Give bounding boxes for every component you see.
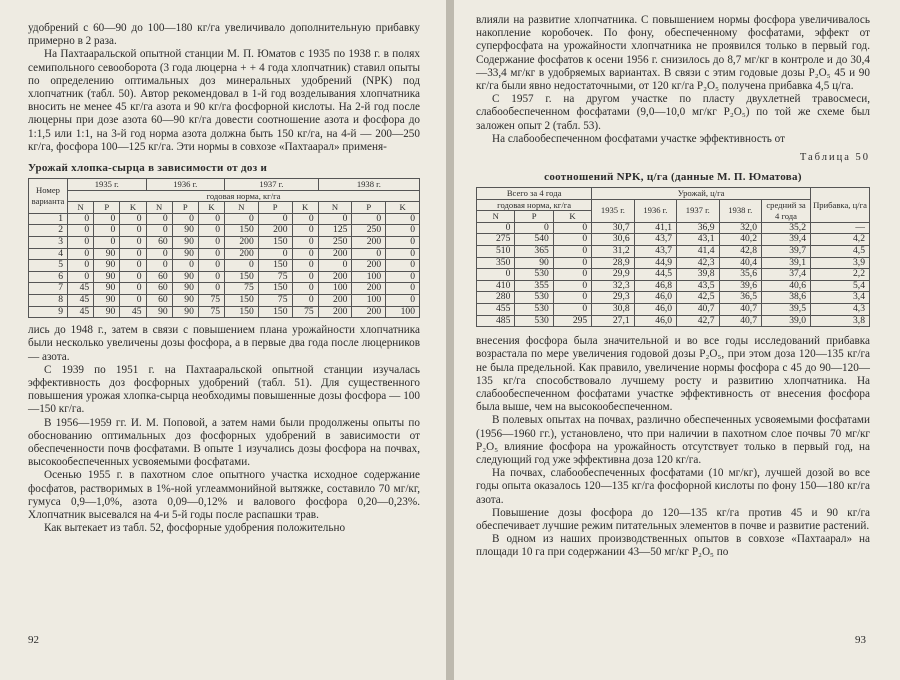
table-cell: 0 <box>94 213 120 225</box>
table-cell: 410 <box>477 280 515 292</box>
table-row <box>29 271 420 283</box>
table-cell: 200 <box>318 306 352 318</box>
page-number: 92 <box>28 634 39 646</box>
table-cell: 0 <box>352 248 386 260</box>
table-cell: 60 <box>146 271 172 283</box>
table-cell: 0 <box>198 248 224 260</box>
table-cell: 39,7 <box>762 246 811 258</box>
table-cell: 0 <box>120 225 146 237</box>
year-header: 1937 г. <box>225 179 319 191</box>
left-text-top <box>28 22 420 154</box>
table-row <box>29 225 420 237</box>
table-cell: 530 <box>515 292 553 304</box>
table-cell: 32,3 <box>592 280 634 292</box>
table-cell: 0 <box>68 213 94 225</box>
table-cell: 0 <box>386 225 420 237</box>
table-cell: 32,0 <box>719 222 761 234</box>
npk-header: K <box>386 202 420 214</box>
table-cell: 90 <box>94 294 120 306</box>
table-cell: 0 <box>198 225 224 237</box>
table-cell: 90 <box>94 283 120 295</box>
paragraph: На слабообеспеченном фосфатами участке эффективность от <box>492 132 785 145</box>
table-cell: 6 <box>29 271 68 283</box>
table-row <box>477 280 870 292</box>
table-row <box>477 234 870 246</box>
table-cell: 455 <box>477 303 515 315</box>
table-cell: 275 <box>477 234 515 246</box>
table-cell: 200 <box>318 271 352 283</box>
left-text-bottom <box>28 324 420 535</box>
year-header: 1936 г. <box>634 199 676 222</box>
table-cell: 75 <box>225 283 259 295</box>
table-cell: 46,0 <box>634 292 676 304</box>
norm-subheader: годовая норма, кг/га <box>477 199 592 211</box>
table-cell: 0 <box>292 237 318 249</box>
right-table-caption: соотношений NPK, ц/га (данные М. П. Юматова) <box>544 171 802 184</box>
table-cell: 5 <box>29 260 68 272</box>
table-cell: 60 <box>146 294 172 306</box>
table-cell: 43,5 <box>677 280 719 292</box>
table-cell: 0 <box>120 248 146 260</box>
table-cell: 8 <box>29 294 68 306</box>
table-cell: 39,8 <box>677 269 719 281</box>
paragraph: На почвах, слабообеспеченных фосфатами (10 мг/кг), лучшей дозой во все годы опыта оказалось 120—135 кг/га фосфорной кислоты по фону 150—180 кг/га азота. <box>476 467 870 506</box>
paragraph: В 1956—1959 гг. И. М. Поповой, а затем нами были продолжены опыты по обоснованию оптимальных доз фосфорных удобрений в зависимости от обеспеченности почв фосфатами. В опыте 1 изучались дозы фосфора на почвах, высокообеспеченных усвояемыми фосфатами. <box>28 416 420 469</box>
table-cell: 0 <box>120 294 146 306</box>
table-cell: 44,9 <box>634 257 676 269</box>
table-cell: 0 <box>553 246 591 258</box>
table-cell: 41,4 <box>677 246 719 258</box>
table-cell: 46,0 <box>634 303 676 315</box>
paragraph: внесения фосфора была значительной и во все годы исследований прибавка возрастала по мере увеличения годовой дозы P₂O₅, при этом доза 120—135 кг/га не была предельной. Как правило, увеличение нормы фосфора с 45 до 90—120—135 кг/га способствовало лучшему росту и развитию хлопчатника. На слабообеспеченном фосфатами участке эффективность от внесения фосфора была выше, чем на высокообеспеченном. <box>476 335 870 414</box>
year-header: 1936 г. <box>146 179 225 191</box>
table-cell: 150 <box>225 225 259 237</box>
table-cell: 0 <box>292 213 318 225</box>
table-cell: 39,6 <box>719 280 761 292</box>
table-cell: 4,5 <box>811 246 870 258</box>
right-page <box>454 0 900 680</box>
right-text-top <box>476 14 870 146</box>
table-cell: 0 <box>553 292 591 304</box>
table-cell: 9 <box>29 306 68 318</box>
table-cell: 30,8 <box>592 303 634 315</box>
table-cell: 90 <box>94 271 120 283</box>
table-cell: 150 <box>225 306 259 318</box>
npk-header: P <box>515 211 553 223</box>
table-cell: 125 <box>318 225 352 237</box>
table-cell: 3,9 <box>811 257 870 269</box>
table-cell: 42,8 <box>719 246 761 258</box>
yield-header: Урожай, ц/га <box>592 188 811 200</box>
table-cell: 2,2 <box>811 269 870 281</box>
table-cell: 37,4 <box>762 269 811 281</box>
table-cell: 100 <box>318 283 352 295</box>
table-cell: 0 <box>553 234 591 246</box>
gain-header: Прибавка, ц/га <box>811 188 870 223</box>
table-cell: 0 <box>515 222 553 234</box>
yield-table-left <box>28 178 420 318</box>
table-cell: 365 <box>515 246 553 258</box>
table-cell: 90 <box>172 248 198 260</box>
table-cell: 46,0 <box>634 315 676 327</box>
table-cell: 75 <box>258 294 292 306</box>
table-cell: 200 <box>225 237 259 249</box>
table-cell: 0 <box>386 248 420 260</box>
table-cell: 250 <box>318 237 352 249</box>
table-cell: 90 <box>172 271 198 283</box>
table-cell: 90 <box>172 225 198 237</box>
year-header: 1935 г. <box>592 199 634 222</box>
table-cell: 45 <box>68 294 94 306</box>
table-cell: 43,7 <box>634 234 676 246</box>
table-cell: 0 <box>120 283 146 295</box>
table-cell: 0 <box>477 222 515 234</box>
variant-header: Номер варианта <box>29 179 68 214</box>
table-cell: 200 <box>318 248 352 260</box>
table-row <box>477 246 870 258</box>
year-header: средний за 4 года <box>762 199 811 222</box>
table-cell: 3,4 <box>811 292 870 304</box>
table-cell: 35,6 <box>719 269 761 281</box>
table-cell: 35,2 <box>762 222 811 234</box>
yield-table-right <box>476 187 870 327</box>
table-cell: 0 <box>146 260 172 272</box>
table-cell: 45 <box>120 306 146 318</box>
table-cell: 0 <box>120 237 146 249</box>
table-cell: 0 <box>292 294 318 306</box>
table-row <box>29 248 420 260</box>
table-cell: 0 <box>553 269 591 281</box>
table-cell: 4 <box>29 248 68 260</box>
table-cell: 0 <box>386 260 420 272</box>
table-cell: 0 <box>120 271 146 283</box>
total-header: Всего за 4 года <box>477 188 592 200</box>
table-cell: 350 <box>477 257 515 269</box>
table-cell: 510 <box>477 246 515 258</box>
table-cell: 100 <box>352 271 386 283</box>
table-cell: 90 <box>172 306 198 318</box>
table-cell: 44,5 <box>634 269 676 281</box>
table-cell: 150 <box>225 294 259 306</box>
table-cell: 0 <box>553 257 591 269</box>
table-number: Таблица 50 <box>799 152 870 164</box>
table-cell: 4,2 <box>811 234 870 246</box>
table-cell: 0 <box>198 260 224 272</box>
table-cell: 530 <box>515 303 553 315</box>
table-cell: 27,1 <box>592 315 634 327</box>
table-cell: 530 <box>515 315 553 327</box>
table-cell: 0 <box>292 283 318 295</box>
table-cell: 0 <box>68 260 94 272</box>
table-cell: 0 <box>477 269 515 281</box>
table-cell: 90 <box>94 248 120 260</box>
table-cell: 0 <box>146 213 172 225</box>
table-cell: 0 <box>386 213 420 225</box>
table-row <box>29 213 420 225</box>
table-cell: 42,7 <box>677 315 719 327</box>
paragraph: В полевых опытах на почвах, различно обеспеченных усвояемыми фосфатами (1956—1960 гг.), установлено, что при наличии в пахотном слое почвы 70 мг/кг P₂O₅ влияние фосфора на урожайность отсутствует только в первый год, на следующий год уже эффективна доза 120 кг/га. <box>476 414 870 466</box>
table-cell: 0 <box>68 237 94 249</box>
table-cell: 200 <box>352 283 386 295</box>
table-cell: 45 <box>68 306 94 318</box>
table-cell: 75 <box>292 306 318 318</box>
table-cell: 60 <box>146 237 172 249</box>
table-cell: 90 <box>515 257 553 269</box>
table-cell: 43,7 <box>634 246 676 258</box>
table-cell: 41,1 <box>634 222 676 234</box>
year-header: 1938 г. <box>719 199 761 222</box>
table-cell: 39,5 <box>762 303 811 315</box>
table-cell: 75 <box>198 294 224 306</box>
table-cell: 250 <box>352 225 386 237</box>
table-cell: 42,5 <box>677 292 719 304</box>
table-cell: — <box>811 222 870 234</box>
table-cell: 0 <box>68 225 94 237</box>
paragraph: На Пахтааральской опытной станции М. П. Юматов с 1935 по 1938 г. в полях семипольного севооборота (3 года люцерна + + 4 года хлопчатник) ставил опыты по определению оптимальных доз минеральных удобрений (NPK) под хлопчатник (табл. 50). Автор рекомендовал в 1-й год возделывания хлопчатника вносить не менее 45 кг/га азота и 90 кг/га фосфорной кислоты. На 2-й год после люцерны при дозе азота 60—90 кг/га довести соотношение азота и фосфора до 1:1,5 или 1:1, на 3-й год норма азота должна быть 150 кг/га, на 4-й — 200—250 кг/га, фосфора 100—125 кг/га. Эти нормы в совхозе «Пахтаарал» применя- <box>28 48 420 153</box>
table-cell: 0 <box>94 225 120 237</box>
table-cell: 3 <box>29 237 68 249</box>
book-gutter <box>446 0 454 680</box>
table-cell: 40,2 <box>719 234 761 246</box>
npk-header: K <box>553 211 591 223</box>
year-header: 1935 г. <box>68 179 147 191</box>
table-cell: 0 <box>146 225 172 237</box>
table-cell: 0 <box>258 213 292 225</box>
table-cell: 0 <box>553 280 591 292</box>
table-cell: 7 <box>29 283 68 295</box>
table-cell: 90 <box>172 237 198 249</box>
table-cell: 200 <box>352 260 386 272</box>
table-cell: 0 <box>68 248 94 260</box>
npk-header: P <box>352 202 386 214</box>
left-table-caption: Урожай хлопка-сырца в зависимости от доз и <box>28 162 268 175</box>
table-cell: 0 <box>553 222 591 234</box>
table-cell: 150 <box>258 283 292 295</box>
table-cell: 0 <box>258 248 292 260</box>
table-cell: 3,8 <box>811 315 870 327</box>
table-cell: 0 <box>386 283 420 295</box>
table-cell: 0 <box>146 248 172 260</box>
table-cell: 30,7 <box>592 222 634 234</box>
table-cell: 0 <box>172 260 198 272</box>
table-cell: 0 <box>318 260 352 272</box>
table-cell: 31,2 <box>592 246 634 258</box>
table-row <box>29 260 420 272</box>
table-cell: 90 <box>172 283 198 295</box>
table-cell: 0 <box>198 237 224 249</box>
npk-header: N <box>68 202 94 214</box>
table-cell: 29,3 <box>592 292 634 304</box>
table-cell: 0 <box>68 271 94 283</box>
table-cell: 0 <box>172 213 198 225</box>
table-cell: 200 <box>318 294 352 306</box>
table-cell: 43,1 <box>677 234 719 246</box>
paragraph: С 1957 г. на другом участке по пласту двухлетней травосмеси, слабообеспеченном фосфатами (9,0—10,0 мг/кг P₂O₅) по той же схеме был заложен опыт 2 (табл. 53). <box>476 93 870 132</box>
table-row <box>29 306 420 318</box>
table-cell: 90 <box>94 306 120 318</box>
table-cell: 0 <box>352 213 386 225</box>
table-cell: 75 <box>258 271 292 283</box>
table-cell: 150 <box>258 260 292 272</box>
table-cell: 0 <box>292 271 318 283</box>
table-row <box>477 222 870 234</box>
table-cell: 0 <box>386 294 420 306</box>
npk-header: N <box>477 211 515 223</box>
npk-header: K <box>198 202 224 214</box>
table-cell: 40,4 <box>719 257 761 269</box>
table-cell: 0 <box>292 248 318 260</box>
table-cell: 200 <box>258 225 292 237</box>
year-header: 1938 г. <box>318 179 419 191</box>
table-cell: 29,9 <box>592 269 634 281</box>
table-cell: 100 <box>386 306 420 318</box>
npk-header: N <box>318 202 352 214</box>
paragraph: влияли на развитие хлопчатника. С повышением нормы фосфора увеличивалось накопление коробочек. По фону, обеспеченному фосфатами, эффект от суперфосфата на урожайности хлопчатника не проявился только в первый год. Содержание фосфатов к осени 1956 г. снизилось до 8,7 мг/кг в контроле и до 30,4—33,4 мг/кг в удобряемых вариантах. В связи с этим годовые дозы P₂O₅ 45 и 90 кг/га были явно недостаточными, от 120 кг/га P₂O₅ получена прибавка 4,5 ц/га. <box>476 14 870 93</box>
table-cell: 0 <box>198 283 224 295</box>
table-cell: 39,1 <box>762 257 811 269</box>
npk-header: N <box>225 202 259 214</box>
table-cell: 100 <box>352 294 386 306</box>
table-cell: 0 <box>292 260 318 272</box>
right-text-bottom <box>476 335 870 559</box>
table-cell: 0 <box>225 260 259 272</box>
table-row <box>29 294 420 306</box>
paragraph: С 1939 по 1951 г. на Пахтааральской опытной станции изучалась эффективность доз фосфорных удобрений (табл. 51). Для существенного повышения урожая хлопка-сырца необходимы повышенные дозы фосфора — 100—150 кг/га. <box>28 363 420 416</box>
table-cell: 28,9 <box>592 257 634 269</box>
table-cell: 39,0 <box>762 315 811 327</box>
table-cell: 150 <box>225 271 259 283</box>
table-cell: 40,6 <box>762 280 811 292</box>
table-cell: 150 <box>258 306 292 318</box>
table-cell: 0 <box>94 237 120 249</box>
table-cell: 90 <box>146 306 172 318</box>
table-cell: 1 <box>29 213 68 225</box>
table-cell: 46,8 <box>634 280 676 292</box>
table-cell: 40,7 <box>719 303 761 315</box>
table-cell: 40,7 <box>719 315 761 327</box>
table-cell: 75 <box>198 306 224 318</box>
norm-subheader: годовая норма, кг/га <box>68 190 420 202</box>
table-cell: 90 <box>172 294 198 306</box>
left-page <box>0 0 446 680</box>
table-cell: 0 <box>318 213 352 225</box>
table-cell: 295 <box>553 315 591 327</box>
year-header: 1937 г. <box>677 199 719 222</box>
table-cell: 0 <box>225 213 259 225</box>
table-cell: 60 <box>146 283 172 295</box>
table-row <box>477 257 870 269</box>
table-cell: 39,4 <box>762 234 811 246</box>
table-cell: 90 <box>94 260 120 272</box>
table-cell: 0 <box>198 213 224 225</box>
npk-header: K <box>292 202 318 214</box>
table-cell: 36,9 <box>677 222 719 234</box>
paragraph: Как вытекает из табл. 52, фосфорные удобрения положительно <box>44 522 346 535</box>
table-cell: 5,4 <box>811 280 870 292</box>
table-cell: 42,3 <box>677 257 719 269</box>
table-cell: 200 <box>352 237 386 249</box>
table-cell: 40,7 <box>677 303 719 315</box>
npk-header: N <box>146 202 172 214</box>
table-row <box>29 237 420 249</box>
paragraph: лись до 1948 г., затем в связи с повышением плана урожайности хлопчатника были несколько увеличены дозы фосфора, а в первые два года после люцерников — азота. <box>28 324 420 363</box>
npk-header: K <box>120 202 146 214</box>
table-cell: 200 <box>225 248 259 260</box>
page-number: 93 <box>855 634 866 646</box>
table-cell: 355 <box>515 280 553 292</box>
table-cell: 150 <box>258 237 292 249</box>
table-row <box>477 303 870 315</box>
table-cell: 36,5 <box>719 292 761 304</box>
table-row <box>29 283 420 295</box>
table-cell: 2 <box>29 225 68 237</box>
table-cell: 485 <box>477 315 515 327</box>
table-cell: 280 <box>477 292 515 304</box>
table-cell: 540 <box>515 234 553 246</box>
npk-header: P <box>258 202 292 214</box>
npk-header: P <box>172 202 198 214</box>
table-cell: 0 <box>553 303 591 315</box>
paragraph: В одном из наших производственных опытов в совхозе «Пахтаарал» на площади 10 га при содержании 43—50 мг/кг P₂O₅ по <box>476 533 870 559</box>
table-cell: 30,6 <box>592 234 634 246</box>
paragraph: Осенью 1955 г. в пахотном слое опытного участка исходное содержание фосфатов, растворимых в 1%-ной углеаммонийной вытяжке, составило 70 мг/кг, гумуса 0,9—1,0%, азота 0,09—0,12% и валового фосфора 0,20—0,23%. Хлопчатник высевался на 4-и 5-й годы после распашки трав. <box>28 469 420 521</box>
table-row <box>477 292 870 304</box>
table-cell: 0 <box>386 237 420 249</box>
table-row <box>477 315 870 327</box>
paragraph: удобрений с 60—90 до 100—180 кг/га увеличивало дополнительную прибавку примерно в 2 раза. <box>28 22 420 48</box>
table-row <box>477 269 870 281</box>
table-cell: 45 <box>68 283 94 295</box>
table-cell: 530 <box>515 269 553 281</box>
table-cell: 0 <box>386 271 420 283</box>
table-cell: 0 <box>292 225 318 237</box>
paragraph: Повышение дозы фосфора до 120—135 кг/га против 45 и 90 кг/га обеспечивает лучшие режим питательных элементов в почве и развитие растений. <box>476 506 870 532</box>
table-cell: 200 <box>352 306 386 318</box>
table-cell: 0 <box>120 260 146 272</box>
table-cell: 0 <box>198 271 224 283</box>
npk-header: P <box>94 202 120 214</box>
table-cell: 38,6 <box>762 292 811 304</box>
table-cell: 0 <box>120 213 146 225</box>
table-cell: 4,3 <box>811 303 870 315</box>
